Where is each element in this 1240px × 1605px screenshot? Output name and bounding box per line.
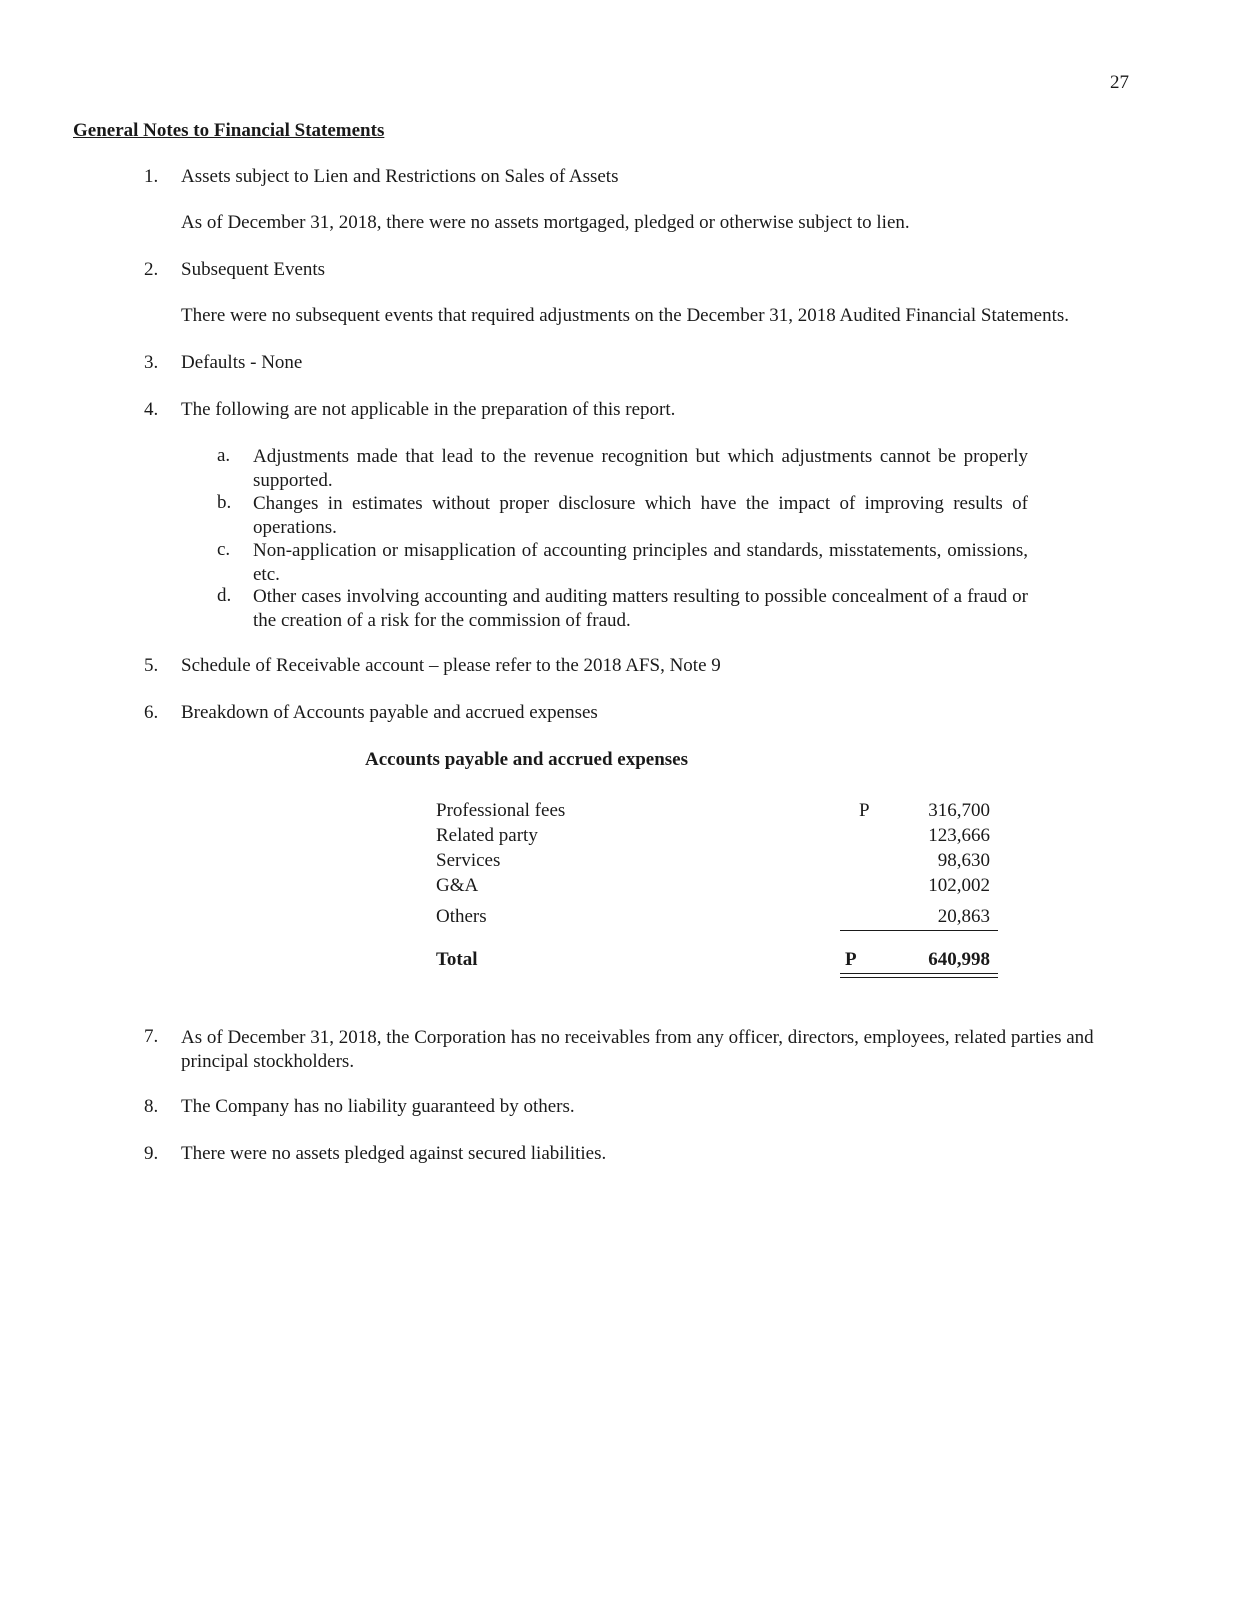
table-row-label: Services [436,850,501,871]
note-4-item-a-text: Adjustments made that lead to the revenue recognition but which adjustments cannot be properly supported. [253,446,1028,491]
table-row-amount: 316,700 [928,800,990,821]
total-double-rule-top [840,973,998,974]
note-2-body: There were no subsequent events that required adjustments on the December 31, 2018 Audited Financial Statements. [181,305,1070,326]
page-title: General Notes to Financial Statements [73,120,385,141]
note-6-text: Breakdown of Accounts payable and accrued expenses [181,702,598,723]
note-4-item-b-letter: b. [217,492,232,513]
table-row-label: G&A [436,875,479,896]
total-amount: 640,998 [928,949,990,970]
table-row-amount: 98,630 [937,850,990,871]
note-4-text: The following are not applicable in the preparation of this report. [181,399,676,420]
table-row-amount: 123,666 [928,825,990,846]
note-7-text: As of December 31, 2018, the Corporation has no receivables from any officer, directors, employees, related parties and principal stockholders. [181,1027,1094,1072]
note-6-number: 6. [144,702,159,723]
total-double-rule-bottom [840,977,998,978]
table-row-label: Others [436,906,487,927]
note-2-heading: Subsequent Events [181,259,326,280]
total-currency: P [845,949,857,970]
note-1-body: As of December 31, 2018, there were no assets mortgaged, pledged or otherwise subject to lien. [181,212,910,233]
subtotal-rule [840,930,998,931]
note-3-number: 3. [144,352,159,373]
table-row-amount: 102,002 [928,875,990,896]
note-4-item-c-text: Non-application or misapplication of accounting principles and standards, misstatements, omissions, etc. [253,540,1028,585]
note-4-number: 4. [144,399,159,420]
note-4-item-a-letter: a. [217,445,231,466]
table-title: Accounts payable and accrued expenses [365,749,689,770]
note-4-item-c-letter: c. [217,539,231,560]
note-9-text: There were no assets pledged against secured liabilities. [181,1143,607,1164]
note-4-item-d-letter: d. [217,585,232,606]
note-2-number: 2. [144,259,159,280]
note-9-number: 9. [144,1143,159,1164]
table-row-amount: 20,863 [937,906,990,927]
total-label: Total [436,949,478,970]
note-4-item-b-text: Changes in estimates without proper disclosure which have the impact of improving results of operations. [253,493,1028,538]
note-8-number: 8. [144,1096,159,1117]
note-8-text: The Company has no liability guaranteed by others. [181,1096,575,1117]
note-5-number: 5. [144,655,159,676]
table-currency: P [859,800,870,821]
note-7-number: 7. [144,1026,159,1047]
page-number: 27 [1110,72,1129,93]
note-3-text: Defaults - None [181,352,303,373]
table-row-label: Related party [436,825,538,846]
note-5-text: Schedule of Receivable account – please refer to the 2018 AFS, Note 9 [181,655,721,676]
table-row-label: Professional fees [436,800,566,821]
note-1-number: 1. [144,166,159,187]
note-4-item-d-text: Other cases involving accounting and auditing matters resulting to possible concealment of a fraud or the creation of a risk for the commission of fraud. [253,586,1028,631]
note-1-heading: Assets subject to Lien and Restrictions on Sales of Assets [181,166,619,187]
